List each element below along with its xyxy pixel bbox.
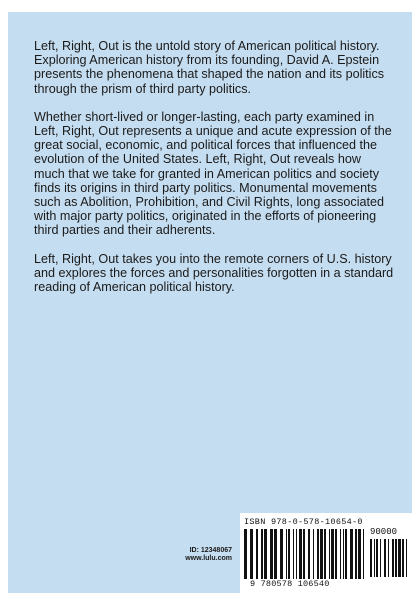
barcode-bar [286, 529, 287, 579]
barcode-bar [402, 539, 404, 577]
barcode-bar [374, 539, 375, 577]
barcode-bar [256, 529, 258, 579]
barcode-bar [299, 529, 302, 579]
barcode-bar [274, 529, 277, 579]
barcode-bar [380, 539, 381, 577]
barcode-bar [244, 529, 247, 579]
barcode-bar [392, 539, 394, 577]
barcode-graphic [244, 529, 368, 579]
barcode-bar [395, 539, 397, 577]
blurb-paragraph-1: Left, Right, Out is the untold story of American political history. Exploring American history from its founding, David A. Epstein presents the phenomena that shaped the nation and its politics through the prism of third party politics. [34, 39, 385, 96]
barcode-bar [320, 529, 323, 579]
isbn-barcode-block [240, 513, 412, 593]
barcode-bar [264, 529, 267, 579]
barcode-bar [398, 539, 401, 577]
barcode-bar [313, 529, 314, 579]
barcode-bar [376, 539, 378, 577]
barcode-bar [261, 529, 263, 579]
barcode-bar [293, 529, 294, 579]
barcode-bar [250, 529, 253, 579]
barcode-bar [406, 539, 407, 577]
barcode-number: 9 780578 106540 [250, 579, 330, 589]
barcode-bar [343, 529, 344, 579]
barcode-bar [340, 529, 341, 579]
barcode-bar [324, 529, 326, 579]
blurb-paragraph-2: Whether short-lived or longer-lasting, each party examined in Left, Right, Out represents a unique and acute expression of the great social, economic, and political forces that influenced the evolution of the United States. Left, Right, Out reveals how much that we take for granted in American politics and society finds its origins in third party politics. Monumental movements such as Abolition, Prohibition, and Civil Rights, long associated with major party politics, originated in the efforts of pioneering third parties and their adherents. [34, 109, 392, 238]
barcode-bar [331, 529, 334, 579]
barcode-bar [280, 529, 283, 579]
barcode-bar [303, 529, 305, 579]
barcode-bar [345, 529, 347, 579]
barcode-bar [296, 529, 297, 579]
barcode-bar [329, 529, 330, 579]
publisher-website: www.lulu.com [185, 555, 232, 562]
barcode-bar [317, 529, 319, 579]
barcode-bar [363, 529, 364, 579]
blurb-paragraph-3: Left, Right, Out takes you into the remote corners of U.S. history and explores the forces and personalities forgotten in a standard reading of American political history. [34, 251, 394, 295]
barcode-bar [270, 529, 273, 579]
barcode-bar [358, 529, 361, 579]
barcode-bar [355, 529, 357, 579]
price-code: 90000 [370, 527, 398, 537]
barcode-bar [370, 539, 372, 577]
barcode-bar [288, 529, 290, 579]
back-cover-blurb [34, 39, 394, 308]
barcode-bar [308, 529, 310, 579]
isbn-text: ISBN 978-0-578-10654-0 [244, 517, 363, 527]
barcode-bar [350, 529, 353, 579]
publisher-id: ID: 12348067 [189, 547, 232, 554]
price-barcode-graphic [370, 539, 410, 579]
publisher-info [174, 547, 232, 563]
barcode-bar [335, 529, 337, 579]
barcode-bar [384, 539, 386, 577]
barcode-bar [388, 539, 389, 577]
